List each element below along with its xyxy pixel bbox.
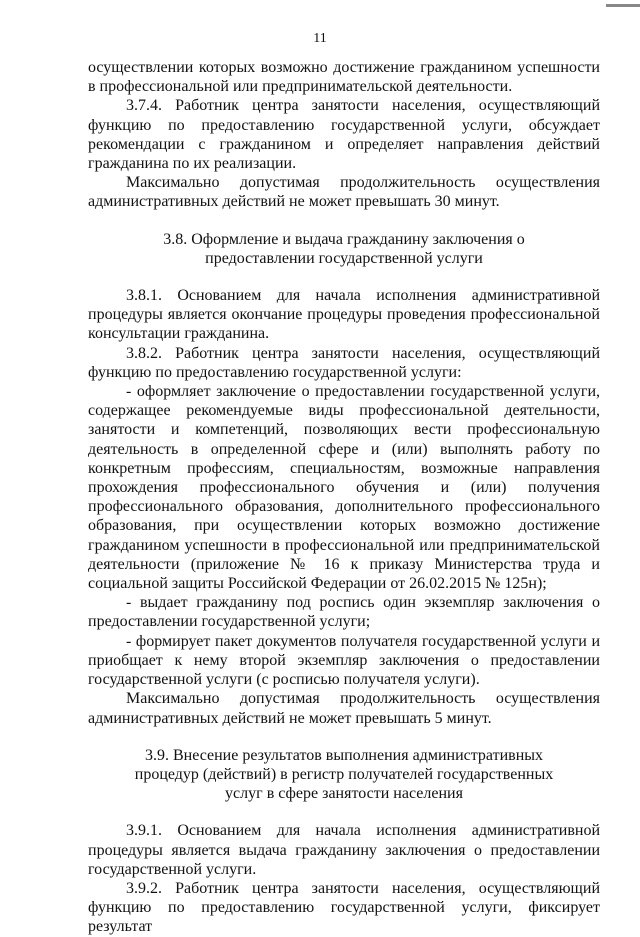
list-item-give-copy: - выдает гражданину под роспись один экземпляр заключения о предоставлении государственной услуги; [88,594,600,631]
paragraph-3-8-1: 3.8.1. Основанием для начала исполнения административной процедуры является окончание процедуры проведения профессиональной консультации гражданина. [88,287,600,343]
paragraph-3-8-2: 3.8.2. Работник центра занятости населения, осуществляющий функцию по предоставлению государственной услуги: [88,344,600,381]
document-body [88,58,600,937]
page-number: 11 [313,31,327,46]
paragraph-time-limit-30: Максимально допустимая продолжительность осуществления административных действий не может превышать 30 минут. [88,174,600,211]
paragraph-3-7-4: 3.7.4. Работник центра занятости населения, осуществляющий функцию по предоставлению государственной услуги, обсуждает рекомендации с гражданином и определяет направления действий гражданина по их реализации. [88,97,600,173]
paragraph-3-9-2: 3.9.2. Работник центра занятости населения, осуществляющий функцию по предоставлению государственной услуги, фиксирует результат [88,879,600,936]
paragraph-time-limit-5: Максимально допустимая продолжительность осуществления административных действий не может превышать 5 минут. [88,690,600,727]
scan-edge-mark [606,4,640,7]
paragraph-3-9-1: 3.9.1. Основанием для начала исполнения административной процедуры является выдача гражданину заключения о предоставлении государственной услуги. [88,822,600,878]
paragraph-continuation: осуществлении которых возможно достижение гражданином успешности в профессиональной или предпринимательской деятельности. [88,59,600,96]
section-heading-3-9: 3.9. Внесение результатов выполнения административных процедур (действий) в регистр получателей государственных услуг в сфере занятости населения [134,746,554,803]
list-item-form-package: - формирует пакет документов получателя государственной услуги и приобщает к нему второй экземпляр заключения о предоставлении государственной услуги (с росписью получателя услуги). [88,632,600,689]
list-item-issue-conclusion: - оформляет заключение о предоставлении государственной услуги, содержащее рекомендуемые виды профессиональной деятельности, занятости и компетенций, позволяющих вести профессиональную деятельность в определенной сфере и (или) выполнять работу по конкретным профессиям, специальностям, возможные направления прохождения профессионального обучения и (или) получения профессионального образования, дополнительного профессионального образования, при осуществлении которых возможно достижение гражданином успешности в профессиональной или предпринимательской деятельности (приложение № 16 к приказу Министерства труда и социальной защиты Российской Федерации от 26.02.2015 № 125н); [88,383,600,593]
section-heading-3-8: 3.8. Оформление и выдача гражданину заключения о предоставлении государственной услуги [163,230,525,267]
